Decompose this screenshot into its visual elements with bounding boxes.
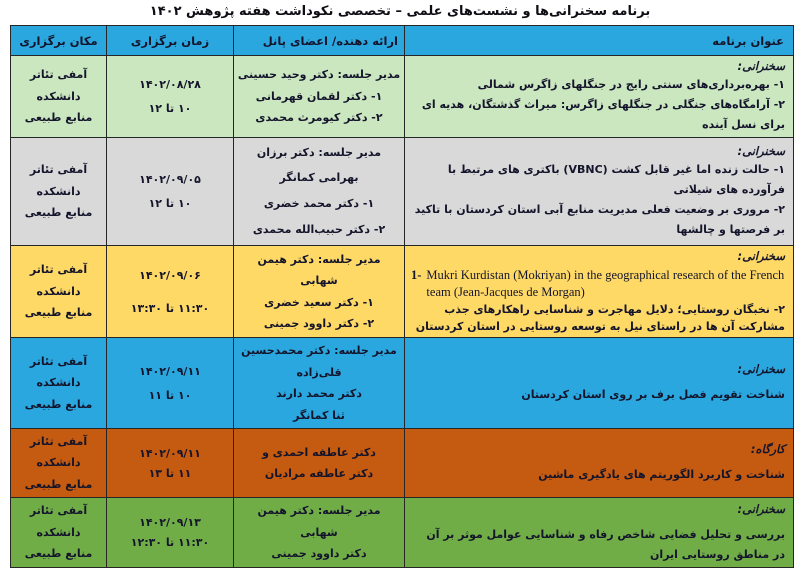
program-item: شناخت تقویم فصل برف بر روی استان کردستان xyxy=(521,388,785,402)
time-cell xyxy=(107,498,234,567)
venue-text: منابع طبیعی xyxy=(24,206,93,220)
venue-text: منابع طبیعی xyxy=(24,477,93,491)
venue-text: آمفی تئاتر دانشکده xyxy=(29,68,88,103)
program-item: ۲- نخبگان روستایی؛ دلایل مهاجرت و شناسایی راهکارهای جذب مشارکت آن ها در راستای نیل به توسعه روستایی در استان کردستان xyxy=(415,303,785,333)
time-cell xyxy=(107,246,234,338)
program-type-label: کارگاه: xyxy=(750,442,785,457)
event-hours: ۱۱:۳۰ تا ۱۳:۳۰ xyxy=(130,301,210,315)
venue-text: آمفی تئاتر دانشکده xyxy=(29,263,88,298)
program-type-label: سخنرانی: xyxy=(737,249,785,264)
venue-text: منابع طبیعی xyxy=(24,111,93,125)
program-type-label: سخنرانی: xyxy=(737,501,785,516)
panel-member: مدیر جلسه: دکتر برزان بهرامی کمانگر xyxy=(256,145,382,185)
program-item: بررسی و تحلیل فضایی شاخص رفاه و شناسایی عوامل موثر بر آن در مناطق روستایی ایران xyxy=(426,527,785,561)
event-date: ۱۴۰۲/۰۹/۱۱ xyxy=(139,446,201,460)
panel-cell xyxy=(234,498,405,567)
schedule-row xyxy=(11,246,794,338)
time-cell xyxy=(107,429,234,498)
panel-member: ۱- دکتر سعید خضری xyxy=(264,295,374,309)
english-item-text: Mukri Kurdistan (Mokriyan) in the geographical research of the French team (Jean-Jacques de Morgan) xyxy=(426,268,785,299)
panel-cell xyxy=(234,338,405,429)
column-header-panel: ارائه دهنده/ اعضای پانل xyxy=(234,26,405,56)
schedule-row xyxy=(11,338,794,429)
event-hours: ۱۱:۳۰ تا ۱۲:۳۰ xyxy=(130,535,210,549)
program-cell xyxy=(405,246,794,338)
event-hours: ۱۰ تا ۱۱ xyxy=(148,388,192,402)
program-cell xyxy=(405,137,794,245)
program-item: شناخت و کاربرد الگوریتم های یادگیری ماشین xyxy=(538,468,785,482)
venue-text: آمفی تئاتر دانشکده xyxy=(29,435,88,470)
venue-text: منابع طبیعی xyxy=(24,547,93,561)
venue-text: آمفی تئاتر دانشکده xyxy=(29,163,88,198)
panel-member: دکتر عاطفه مرادیان xyxy=(264,467,374,481)
page-title: برنامه سخنرانی‌ها و نشست‌های علمی – تخصصی نکوداشت هفته پژوهش ۱۴۰۲ xyxy=(149,4,651,19)
time-cell xyxy=(107,56,234,138)
program-cell xyxy=(405,498,794,567)
panel-member: مدیر جلسه: دکتر هیمن شهابی xyxy=(257,504,381,539)
venue-cell xyxy=(11,429,107,498)
venue-cell xyxy=(11,56,107,138)
time-cell xyxy=(107,338,234,429)
venue-cell xyxy=(11,246,107,338)
program-item: ۱- حالت زنده اما غیر قابل کشت (VBNC) باکتری های مرتبط با فرآورده های شیلاتی xyxy=(447,163,785,197)
panel-member: مدیر جلسه: دکتر وحید حسینی xyxy=(237,68,401,82)
venue-text: آمفی تئاتر دانشکده xyxy=(29,354,88,390)
panel-member: ۲- دکتر کیومرث محمدی xyxy=(255,111,383,125)
event-hours: ۱۰ تا ۱۲ xyxy=(148,196,192,210)
panel-cell xyxy=(234,137,405,245)
venue-text: منابع طبیعی xyxy=(24,306,93,320)
program-type-label: سخنرانی: xyxy=(737,362,785,377)
program-cell xyxy=(405,429,794,498)
program-type-label: سخنرانی: xyxy=(737,144,785,159)
schedule-row xyxy=(11,137,794,245)
event-date: ۱۴۰۲/۰۹/۱۱ xyxy=(139,364,201,378)
panel-member: ۲- دکتر حبیب‌الله محمدی xyxy=(252,223,386,237)
panel-member: ثنا کمانگر xyxy=(293,408,345,422)
event-hours: ۱۱ تا ۱۳ xyxy=(148,466,192,480)
column-header-venue: مکان برگزاری xyxy=(11,26,107,56)
panel-member: ۲- دکتر داوود جمینی xyxy=(263,317,375,331)
column-header-time: زمان برگزاری xyxy=(107,26,234,56)
panel-member: ۱- دکتر لقمان قهرمانی xyxy=(255,89,383,103)
program-item: ۲- آرامگاه‌های جنگلی در جنگلهای زاگرس: میراث گذشتگان، هدیه ای برای نسل آینده xyxy=(421,98,785,131)
column-header-program: عنوان برنامه xyxy=(405,26,794,56)
schedule-row xyxy=(11,429,794,498)
venue-cell xyxy=(11,498,107,567)
program-item: ۱- بهره‌برداری‌های سنتی رایج در جنگلهای زاگرس شمالی xyxy=(477,78,785,92)
venue-text: منابع طبیعی xyxy=(24,397,93,411)
english-item-number: 1- xyxy=(411,268,422,283)
table-header-row xyxy=(11,26,794,56)
program-type-label: سخنرانی: xyxy=(737,59,785,73)
schedule-row xyxy=(11,56,794,138)
panel-member: مدیر جلسه: دکتر محمدحسین قلی‌زاده xyxy=(241,344,397,379)
panel-member: دکتر داوود جمینی xyxy=(271,547,367,561)
panel-member: مدیر جلسه: دکتر هیمن شهابی xyxy=(257,252,381,288)
program-item-english xyxy=(411,267,785,300)
program-item: ۲- مروری بر وضعیت فعلی مدیریت منابع آبی استان کردستان با تاکید بر فرصتها و چالشها xyxy=(414,202,785,236)
panel-member: ۱- دکتر محمد خضری xyxy=(263,197,375,211)
panel-member: دکتر عاطفه احمدی و xyxy=(262,445,376,459)
event-date: ۱۴۰۲/۰۹/۰۵ xyxy=(139,172,201,186)
event-hours: ۱۰ تا ۱۲ xyxy=(148,101,192,115)
event-date: ۱۴۰۲/۰۸/۲۸ xyxy=(139,77,201,91)
program-cell xyxy=(405,56,794,138)
event-date: ۱۴۰۲/۰۹/۰۶ xyxy=(139,268,201,282)
event-date: ۱۴۰۲/۰۹/۱۳ xyxy=(139,515,201,529)
time-cell xyxy=(107,137,234,245)
panel-cell xyxy=(234,246,405,338)
venue-cell xyxy=(11,338,107,429)
panel-cell xyxy=(234,56,405,138)
schedule-table xyxy=(10,25,794,568)
venue-cell xyxy=(11,137,107,245)
schedule-row xyxy=(11,498,794,567)
venue-text: آمفی تئاتر دانشکده xyxy=(29,504,88,539)
program-cell xyxy=(405,338,794,429)
panel-member: دکتر محمد دارند xyxy=(276,387,362,401)
panel-cell xyxy=(234,429,405,498)
